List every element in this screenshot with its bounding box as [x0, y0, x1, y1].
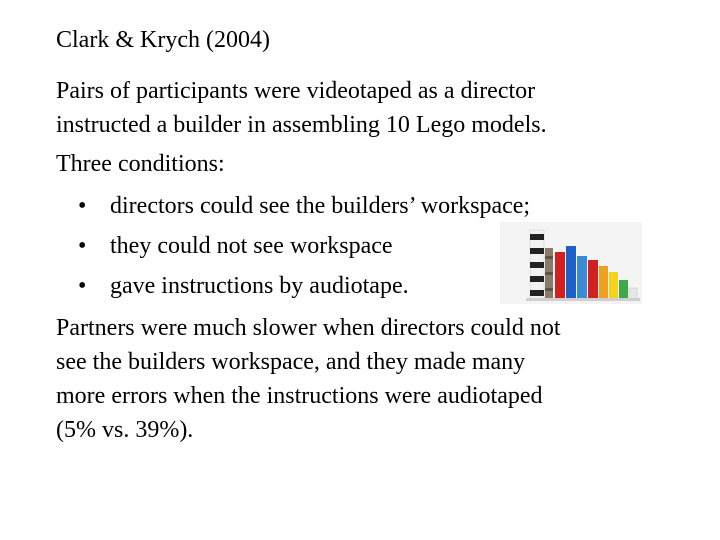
- condition-text: they could not see workspace: [110, 233, 393, 259]
- condition-text: gave instructions by audiotape.: [110, 273, 409, 299]
- bullet: •: [78, 233, 87, 259]
- condition-text: directors could see the builders’ workspace;: [110, 193, 531, 219]
- conclusion-line-4: (5% vs. 39%).: [56, 417, 194, 443]
- lego-bricks-icon: [500, 222, 642, 304]
- bullet: •: [78, 273, 87, 299]
- condition-item: [78, 269, 409, 303]
- conclusion-line-2: see the builders workspace, and they made many: [56, 349, 526, 375]
- conditions-label: Three conditions:: [56, 151, 225, 177]
- condition-item: [78, 189, 530, 223]
- bullet: •: [78, 193, 87, 219]
- intro-line-1: Pairs of participants were videotaped as a director: [56, 78, 536, 104]
- slide-heading: Clark & Krych (2004): [56, 27, 270, 53]
- intro-line-2: instructed a builder in assembling 10 Lego models.: [56, 112, 547, 138]
- conclusion-line-1: Partners were much slower when directors could not: [56, 315, 561, 341]
- conclusion-line-3: more errors when the instructions were audiotaped: [56, 383, 543, 409]
- condition-item: [78, 229, 393, 263]
